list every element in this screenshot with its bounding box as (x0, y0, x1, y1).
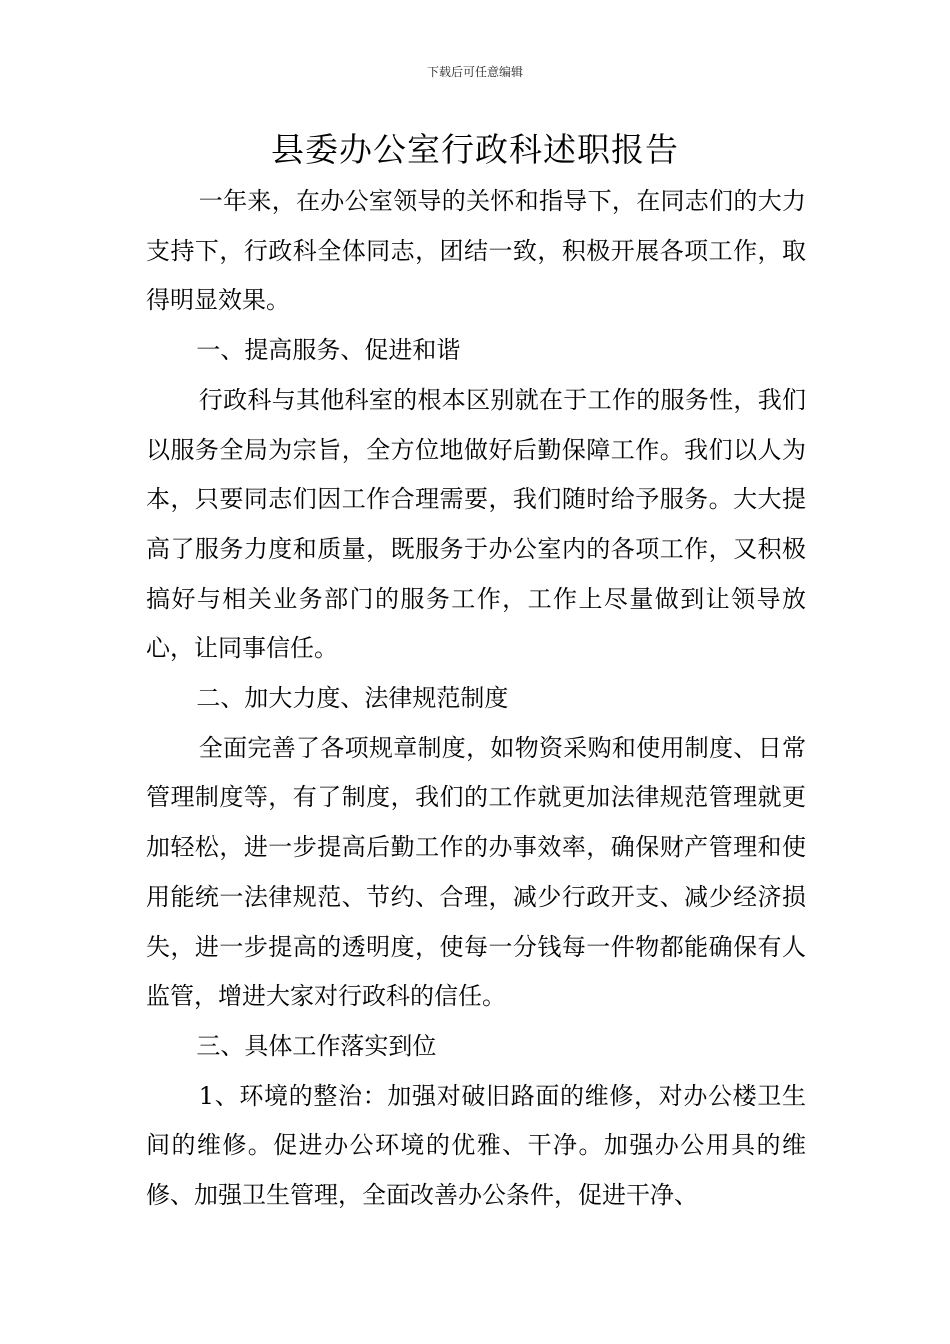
paragraph-regulations: 全面完善了各项规章制度，如物资采购和使用制度、日常管理制度等，有了制度，我们的工作就更加法律规范管理就更加轻松，进一步提高后勤工作的办事效率，确保财产管理和使用能统一法律规范、节约、合理，减少行政开支、减少经济损失，进一步提高的透明度，使每一分钱每一件物都能确保有人监管，增进大家对行政科的信任。 (146, 733, 806, 1011)
section-heading-1: 一、提高服务、促进和谐 (196, 336, 461, 365)
document-title: 县委办公室行政科述职报告 (271, 130, 679, 169)
paragraph-service: 行政科与其他科室的根本区别就在于工作的服务性，我们以服务全局为宗旨，全方位地做好后勤保障工作。我们以人为本，只要同志们因工作合理需要，我们随时给予服务。大大提高了服务力度和质量，既服务于办公室内的各项工作，又积极搞好与相关业务部门的服务工作，工作上尽量做到让领导放心，让同事信任。 (146, 385, 806, 663)
paragraph-intro: 一年来，在办公室领导的关怀和指导下，在同志们的大力支持下，行政科全体同志，团结一致，积极开展各项工作，取得明显效果。 (146, 187, 806, 315)
document-body (146, 177, 806, 1221)
section-heading-2: 二、加大力度、法律规范制度 (196, 684, 509, 713)
header-note: 下载后可任意编辑 (426, 65, 523, 79)
section-heading-3: 三、具体工作落实到位 (196, 1031, 437, 1060)
paragraph-environment: 1、环境的整治：加强对破旧路面的维修，对办公楼卫生间的维修。促进办公环境的优雅、干净。加强办公用具的维修、加强卫生管理，全面改善办公条件，促进干净、 (146, 1081, 806, 1210)
